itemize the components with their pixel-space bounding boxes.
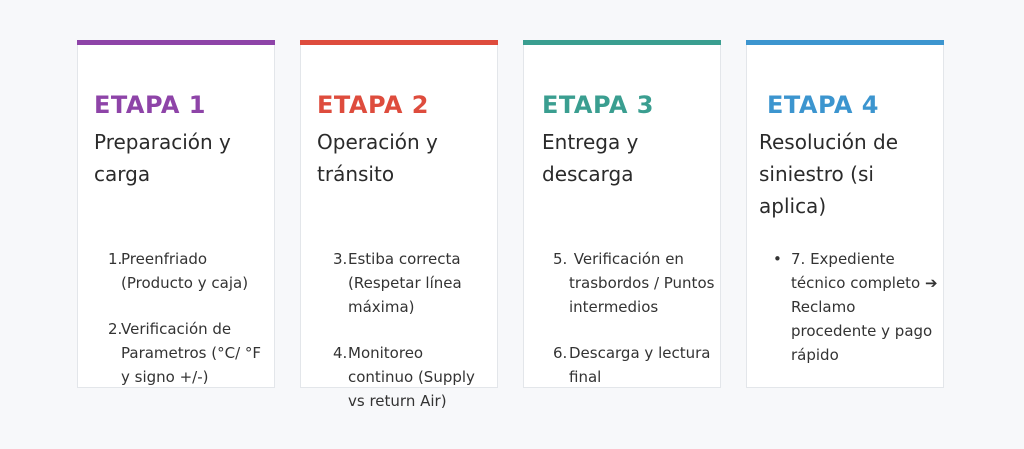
stage-card-1 [77, 40, 275, 388]
list-item-text: Preenfriado (Producto y caja) [121, 250, 249, 292]
stage-card-2 [300, 40, 498, 410]
list-item-marker: 3. [333, 250, 348, 268]
stage-3-title: Entrega y descarga [542, 130, 639, 186]
stage-3-color-bar [523, 40, 721, 45]
bullet-icon: • [773, 250, 782, 268]
stage-1-list [108, 247, 268, 415]
list-item-marker: 1. [108, 250, 123, 268]
stage-3-list [553, 247, 719, 415]
list-item-marker: 5. [553, 250, 568, 268]
stage-2-label: ETAPA 2 [317, 91, 429, 119]
list-item-marker: 6. [553, 344, 568, 362]
stage-1-title: Preparación y carga [94, 130, 231, 186]
list-item [333, 341, 491, 413]
list-item-text: 7. Expediente técnico completo ➔ Reclamo procedente y pago rápido [791, 250, 938, 364]
list-item-text: Monitoreo continuo (Supply vs return Air) [348, 344, 475, 410]
list-item [333, 247, 491, 319]
list-item-text: Descarga y lectura final [569, 344, 711, 386]
list-item [108, 247, 268, 295]
stage-4-list [773, 247, 939, 393]
list-item [108, 317, 268, 389]
stage-2-list [333, 247, 491, 439]
list-item-text: Verificación de Parametros (°C/ °F y signo +/-) [121, 320, 262, 386]
list-item-marker: 2. [108, 320, 123, 338]
list-item-marker: 4. [333, 344, 348, 362]
stage-4-color-bar [746, 40, 944, 45]
stage-4-label: ETAPA 4 [767, 91, 879, 119]
list-item [773, 247, 939, 367]
list-item-text: Estiba correcta (Respetar línea máxima) [348, 250, 462, 316]
list-item-text: Verificación en trasbordos / Puntos intermedios [569, 250, 720, 316]
stage-1-color-bar [77, 40, 275, 45]
stage-4-title: Resolución de siniestro (si aplica) [759, 130, 899, 218]
stage-card-3 [523, 40, 721, 388]
stage-1-label: ETAPA 1 [94, 91, 206, 119]
stage-2-title: Operación y tránsito [317, 130, 438, 186]
stage-3-label: ETAPA 3 [542, 91, 654, 119]
list-item [553, 247, 719, 319]
stage-2-color-bar [300, 40, 498, 45]
list-item [553, 341, 719, 389]
stage-card-4 [746, 40, 944, 388]
